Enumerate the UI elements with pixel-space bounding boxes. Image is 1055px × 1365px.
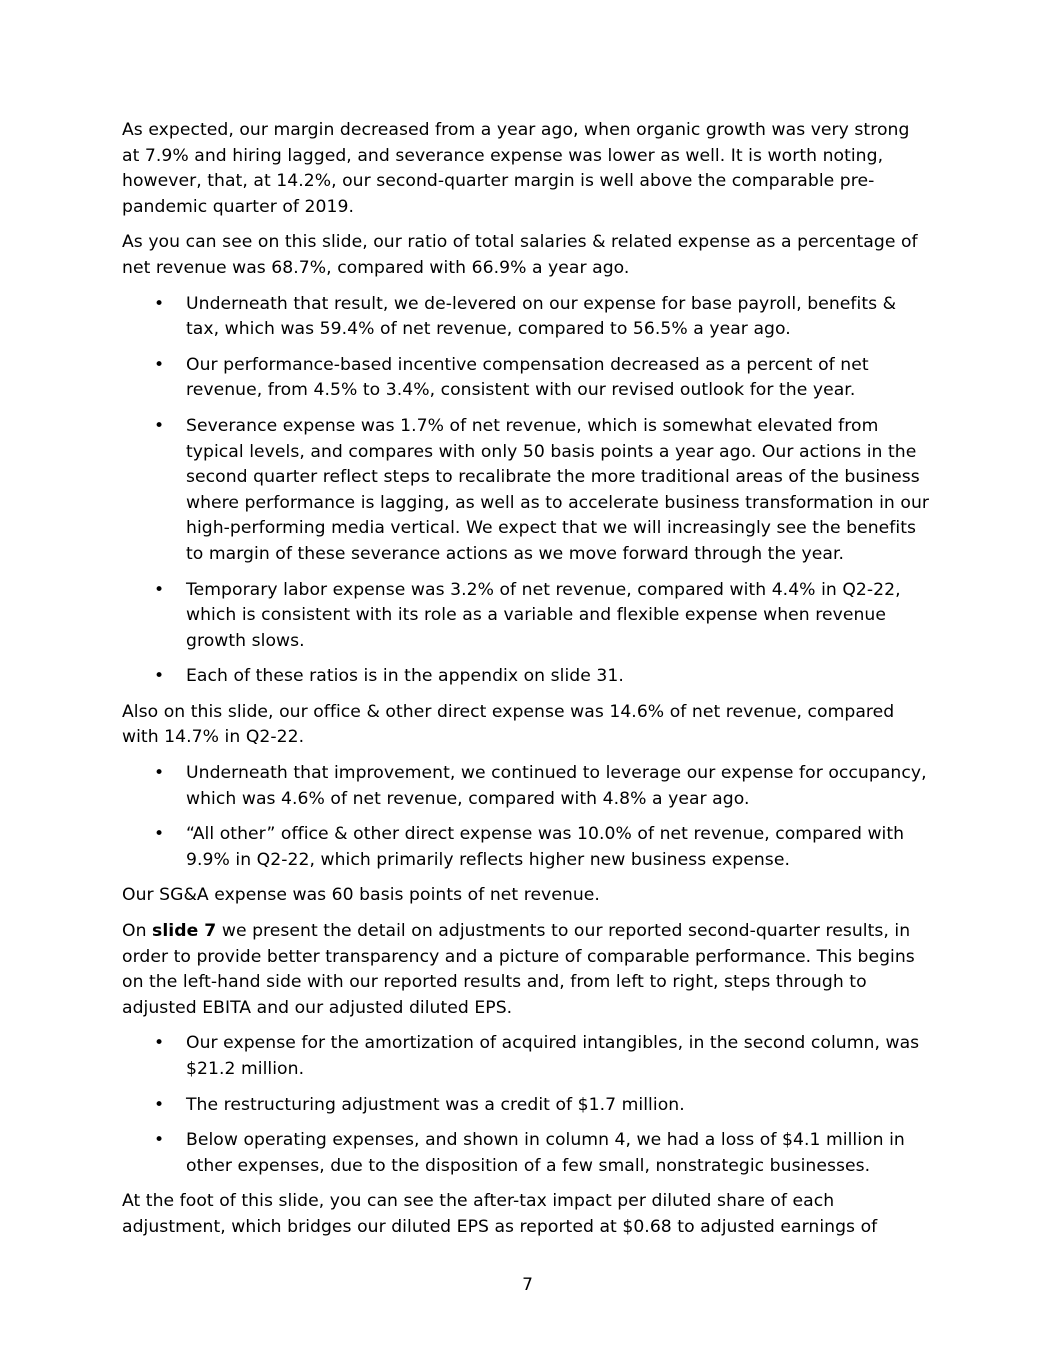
list-item-text: Temporary labor expense was 3.2% of net revenue, compared with 4.4% in Q2-22, which is consistent with its role as a variable and flexible expense when revenue growth slows.: [186, 579, 901, 651]
bullet-list-3: [122, 1031, 932, 1179]
paragraph-block-2: [122, 230, 932, 281]
list-item: [122, 353, 932, 404]
paragraph-suffix: we present the detail on adjustments to our reported second-quarter results, in order to provide better transparency and a picture of comparable performance. This begins on the left-hand side with our reported results and, from left to right, steps through to adjusted EBITA and our adjusted diluted EPS.: [122, 921, 915, 1018]
document-body: [122, 118, 932, 1251]
list-item: [122, 292, 932, 343]
list-item-text: Below operating expenses, and shown in column 4, we had a loss of $4.1 million in other expenses, due to the disposition of a few small, nonstrategic businesses.: [186, 1130, 905, 1176]
bullet-icon: •: [154, 1033, 165, 1054]
bullet-list-2: [122, 761, 932, 873]
bullet-icon: •: [154, 293, 165, 314]
list-item: [122, 414, 932, 568]
list-item: [122, 1128, 932, 1179]
bullet-icon: •: [154, 1130, 165, 1151]
bullet-icon: •: [154, 579, 165, 600]
list-item: [122, 1031, 932, 1082]
bullet-icon: •: [154, 763, 165, 784]
bullet-icon: •: [154, 415, 165, 436]
paragraph: Also on this slide, our office & other direct expense was 14.6% of net revenue, compared with 14.7% in Q2-22.: [122, 701, 895, 748]
list-item-text: Our performance-based incentive compensation decreased as a percent of net revenue, from 4.5% to 3.4%, consistent with our revised outlook for the year.: [186, 354, 869, 401]
bullet-icon: •: [154, 1094, 165, 1115]
bullet-icon: •: [154, 666, 165, 687]
list-item: [122, 822, 932, 873]
paragraph-with-emphasis: [122, 919, 932, 1021]
paragraph-block-5: [122, 919, 932, 1021]
paragraph-prefix: On: [122, 921, 153, 942]
list-item-text: Underneath that improvement, we continued to leverage our expense for occupancy, which was 4.6% of net revenue, compared with 4.8% a year ago.: [186, 763, 927, 809]
bullet-icon: •: [154, 824, 165, 845]
paragraph: As you can see on this slide, our ratio of total salaries & related expense as a percentage of net revenue was 68.7%, compared with 66.9% a year ago.: [122, 232, 918, 278]
list-item: [122, 664, 932, 690]
list-item-text: “All other” office & other direct expense was 10.0% of net revenue, compared with 9.9% in Q2-22, which primarily reflects higher new business expense.: [186, 824, 905, 870]
list-item: [122, 1093, 932, 1119]
list-item-text: Severance expense was 1.7% of net revenue, which is somewhat elevated from typical levels, and compares with only 50 basis points a year ago. Our actions in the second quarter reflect steps to recalibrate the more traditional areas of the business where performance is lagging, as well as to accelerate business transformation in our high-performing media vertical. We expect that we will increasingly see the benefits to margin of these severance actions as we move forward through the year.: [186, 415, 930, 564]
paragraph-block-4: [122, 883, 932, 909]
list-item-text: The restructuring adjustment was a credit of $1.7 million.: [186, 1094, 685, 1115]
list-item-text: Each of these ratios is in the appendix on slide 31.: [186, 666, 624, 687]
paragraph-block-1: [122, 118, 932, 220]
page-number: 7: [522, 1275, 533, 1295]
paragraph: Our SG&A expense was 60 basis points of net revenue.: [122, 885, 600, 906]
paragraph: As expected, our margin decreased from a year ago, when organic growth was very strong at 7.9% and hiring lagged, and severance expense was lower as well. It is worth noting, however, that, at 14.2%, our second-quarter margin is well above the comparable pre-pandemic quarter of 2019.: [122, 120, 910, 217]
list-item: [122, 761, 932, 812]
slide-reference: slide 7: [152, 921, 217, 942]
paragraph-block-3: [122, 700, 932, 751]
bullet-icon: •: [154, 354, 165, 375]
paragraph: At the foot of this slide, you can see the after-tax impact per diluted share of each adjustment, which bridges our diluted EPS as reported at $0.68 to adjusted earnings of: [122, 1191, 878, 1237]
list-item: [122, 578, 932, 655]
paragraph-block-6: [122, 1189, 932, 1240]
list-item-text: Our expense for the amortization of acquired intangibles, in the second column, was $21.2 million.: [186, 1033, 920, 1079]
bullet-list-1: [122, 292, 932, 690]
list-item-text: Underneath that result, we de-levered on our expense for base payroll, benefits & tax, which was 59.4% of net revenue, compared to 56.5% a year ago.: [186, 293, 897, 340]
